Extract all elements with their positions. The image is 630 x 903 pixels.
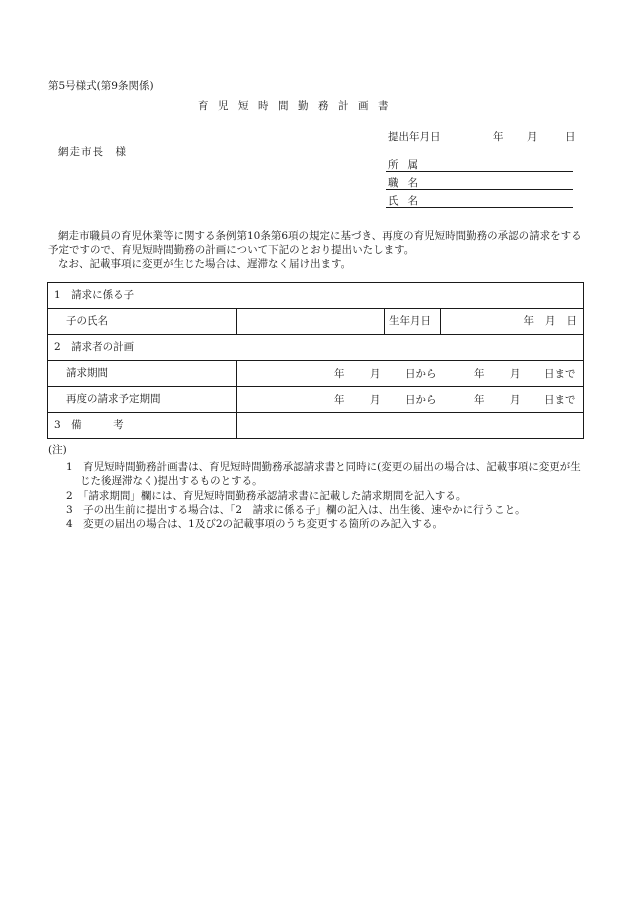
note-item: 1 育児短時間勤務計画書は、育児短時間勤務承認請求書と同時に(変更の届出の場合は、記載事項に変更が生じた後遅滞なく)提出するものとする。 xyxy=(66,461,581,488)
section-plan-header: 2 請求者の計画 xyxy=(48,335,584,361)
page-title: 育児短時間勤務計画書 xyxy=(198,100,398,112)
notes-label: (注) xyxy=(48,444,67,456)
note-item: 4 変更の届出の場合は、1及び2の記載事項のうち変更する箇所のみ記入する。 xyxy=(66,517,444,530)
birth-month-label: 月 xyxy=(545,315,556,328)
name-field[interactable]: 氏名 xyxy=(386,194,573,208)
submission-day-label: 日 xyxy=(565,131,576,143)
department-field[interactable]: 所属 xyxy=(386,158,573,172)
request-period-input[interactable] xyxy=(237,361,584,387)
period-to-month: 月 xyxy=(510,368,521,380)
note-item: 2 「請求期間」欄には、育児短時間勤務承認請求書に記載した請求期間を記入する。 xyxy=(66,489,467,502)
intro-text: 網走市職員の育児休業等に関する条例第10条第6項の規定に基づき、再度の育児短時間勤務の承認の請求をする予定ですので、育児短時間勤務の計画について下記のとおり提出いたします。 xyxy=(48,230,582,257)
submission-month-label: 月 xyxy=(527,131,538,143)
intro-note: なお、記載事項に変更が生じた場合は、遅滞なく届け出ます。 xyxy=(58,258,352,271)
section-child-header: 1 請求に係る子 xyxy=(48,283,584,309)
re-period-to-month: 月 xyxy=(510,394,521,406)
child-name-input[interactable] xyxy=(237,309,385,335)
addressee: 網走市長 様 xyxy=(58,146,127,158)
re-request-period-input[interactable] xyxy=(237,387,584,413)
table-row xyxy=(48,283,584,309)
table-row xyxy=(48,361,584,387)
remarks-input[interactable] xyxy=(237,413,584,439)
re-period-to-day: 日まで xyxy=(544,394,576,406)
period-to-year: 年 xyxy=(474,368,485,380)
period-to-day: 日まで xyxy=(544,368,576,380)
re-period-from-month: 月 xyxy=(370,394,381,406)
period-from-day: 日から xyxy=(405,368,437,380)
submission-date-label: 提出年月日 xyxy=(388,131,441,143)
table-row xyxy=(48,309,584,335)
birth-date-label: 生年月日 xyxy=(385,309,441,335)
period-from-month: 月 xyxy=(370,368,381,380)
table-row xyxy=(48,387,584,413)
intro-paragraph xyxy=(48,229,583,272)
request-period-label: 請求期間 xyxy=(48,361,237,387)
table-row xyxy=(48,413,584,439)
request-table xyxy=(47,282,584,439)
birth-day-label: 日 xyxy=(566,315,577,328)
position-field[interactable]: 職名 xyxy=(386,176,573,190)
remarks-label: 3 備 考 xyxy=(48,413,237,439)
notes-section xyxy=(48,443,583,531)
birth-year-label: 年 xyxy=(523,315,534,328)
period-from-year: 年 xyxy=(334,368,345,380)
submission-year-label: 年 xyxy=(493,131,504,143)
form-number: 第5号様式(第9条関係) xyxy=(48,80,154,92)
re-request-period-label: 再度の請求予定期間 xyxy=(48,387,237,413)
re-period-from-year: 年 xyxy=(334,394,345,406)
re-period-from-day: 日から xyxy=(405,394,437,406)
birth-date-input[interactable] xyxy=(441,309,584,335)
child-name-label: 子の氏名 xyxy=(48,309,237,335)
table-row xyxy=(48,335,584,361)
re-period-to-year: 年 xyxy=(474,394,485,406)
note-item: 3 子の出生前に提出する場合は、「2 請求に係る子」欄の記入は、出生後、速やかに行うこと。 xyxy=(66,503,526,516)
